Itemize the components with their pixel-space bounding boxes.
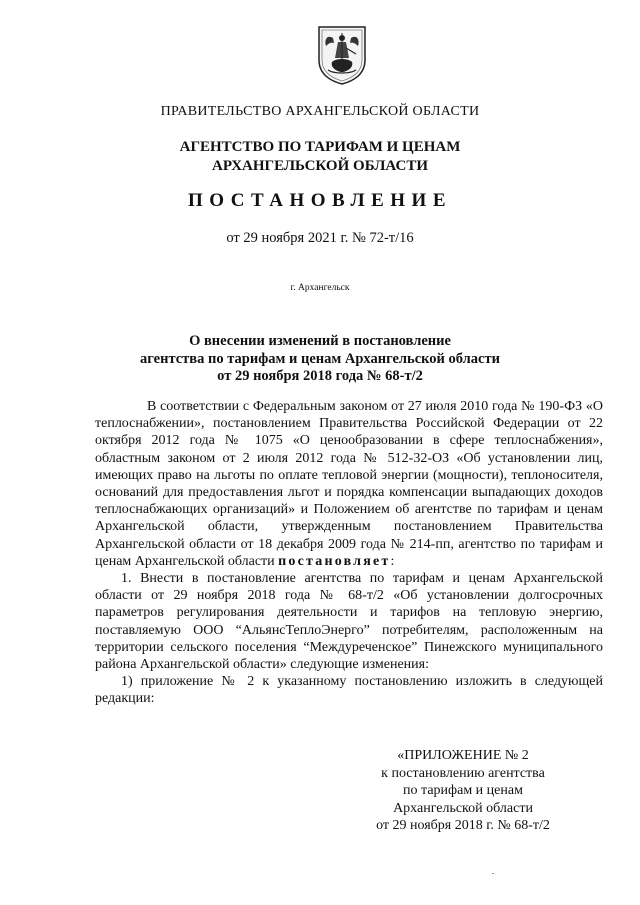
agency-name-line1: АГЕНТСТВО ПО ТАРИФАМ И ЦЕНАМ [179,139,461,155]
agency-name [0,138,640,176]
preamble-paragraph [95,398,603,570]
appendix-line3: по тарифам и ценам [403,783,523,798]
appendix-line5: от 29 ноября 2018 г. № 68-т/2 [376,818,550,833]
appendix-line4: Архангельской области [393,800,533,816]
preamble-text: В соответствии с Федеральным законом от 27 июля 2010 года № 190-ФЗ «О теплоснабжении», постановлением Правительства Российской Федерации от 22 октября 2012 года № 1075 «О ценообразовании в сфере теплоснабжения», областным законом от 2 июля 2012 года № 512-32-ОЗ «Об установлении лиц, имеющих право на льготы по оплате тепловой энергии (мощности), теплоносителя, оснований для предоставления льгот и порядка компенсации выпадающих доходов теплоснабжающих организаций» и Положением об агентстве по тарифам и ценам Архангельской области, утвержденным постановлением Правительства Архангельской области от 18 декабря 2009 года № 214-пп, агентство по тарифам и ценам Архангельской области [95,399,603,569]
document-body [95,398,603,708]
government-name: ПРАВИТЕЛЬСТВО АРХАНГЕЛЬСКОЙ ОБЛАСТИ [160,104,480,119]
resolves-colon: : [390,553,395,569]
agency-name-line2: АРХАНГЕЛЬСКОЙ ОБЛАСТИ [212,158,428,174]
appendix-line2: к постановлению агентства [381,765,545,781]
subject-line2: агентства по тарифам и ценам Архангельской области [140,350,500,367]
coat-of-arms-icon [316,24,368,86]
document-type-title: ПОСТАНОВЛЕНИЕ [187,190,453,211]
subclause-1-paragraph: 1) приложение № 2 к указанному постановлению изложить в следующей редакции: [95,674,603,707]
resolves-word: постановляет [278,553,391,569]
clause-1-paragraph: 1. Внести в постановление агентства по тарифам и ценам Архангельской области от 29 ноября 2018 года № 68-т/2 «Об установлении долгосрочных параметров регулирования деятельности и тарифов на тепловую энергию, поставляемую ООО “АльянсТеплоЭнерго” потребителям, расположенным на территории сельского поселения “Междуреченское” Пинежского муниципального района Архангельской области» следующие изменения: [95,571,603,673]
subject-line3: от 29 ноября 2018 года № 68-т/2 [217,368,423,384]
document-date-number: от 29 ноября 2021 г. № 72-т/16 [226,230,414,246]
appendix-heading [360,747,566,835]
scan-speck [492,873,494,874]
appendix-line1: «ПРИЛОЖЕНИЕ № 2 [397,748,529,763]
subject-line1: О внесении изменений в постановление [189,333,451,349]
document-subject [0,333,640,386]
document-city: г. Архангельск [290,283,350,293]
